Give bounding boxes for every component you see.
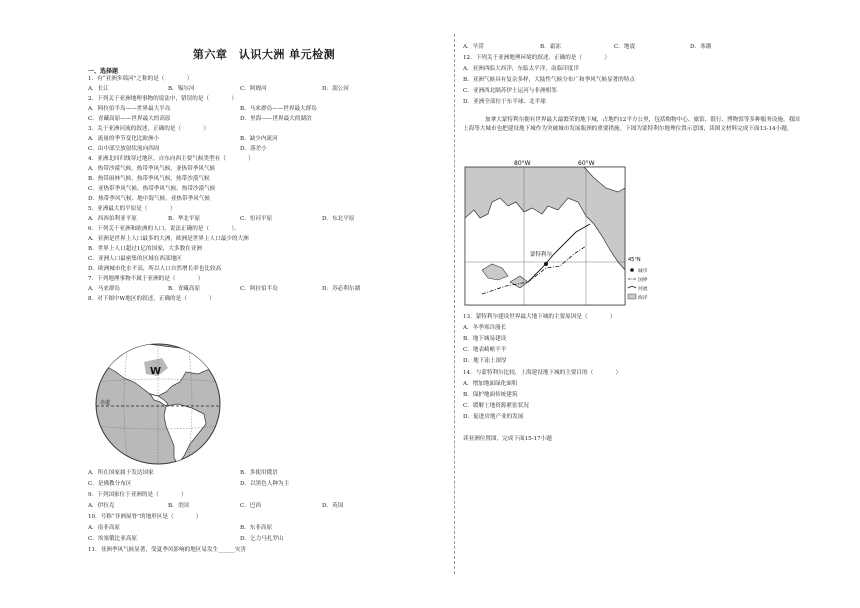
legend-river-symbol xyxy=(628,287,636,289)
q13-option-c: C．地表崎岖不平 xyxy=(463,347,507,353)
q3-option-d: D．落差小 xyxy=(240,146,267,152)
q3-option-c: C．由中部呈放射状流向四周 xyxy=(88,146,160,152)
q13-option-a: A．冬季寒冷漫长 xyxy=(463,325,507,331)
question-14: 14．与蒙特利尔比较，上海建设地下城的主要目的（ ） xyxy=(463,370,622,376)
question-9: 9．下列国家位于亚洲的是（ ） xyxy=(88,492,187,498)
q13-option-d: D．地下冻土深厚 xyxy=(463,358,507,364)
q1-option-b: B．锡尔河 xyxy=(168,86,195,92)
question-15-intro: 读亚洲位置图，完成下面15-17小题 xyxy=(463,436,552,442)
column-divider xyxy=(454,34,455,574)
q9-option-a: A．伊拉克 xyxy=(88,503,115,509)
question-7: 7．下列地理事物不属于亚洲的是（ ） xyxy=(88,276,204,282)
legend-city: 城市 xyxy=(638,269,648,274)
q14-option-d: D．促进房地产业的发展 xyxy=(463,414,524,420)
map-label-montreal: 蒙特利尔 xyxy=(530,252,553,258)
legend-city-symbol xyxy=(630,268,634,272)
legend-ocean: 海洋 xyxy=(638,296,648,301)
q8-option-b: B．多使用俄语 xyxy=(240,470,278,476)
q4-option-d: D．热带季风气候、地中海气候、亚热带季风气候 xyxy=(88,196,210,202)
question-13: 13．蒙特利尔建设世界最大地下城的主要原因是（ ） xyxy=(463,314,616,320)
q7-option-b: B．青藏高原 xyxy=(168,286,201,292)
q6-option-d: D．欧洲城市化水平高，所以人口自然增长率也比较高 xyxy=(88,266,222,272)
q10-option-d: D．乞力马扎罗山 xyxy=(240,536,284,542)
q2-option-b: B．马来群岛——世界最大群岛 xyxy=(240,106,317,112)
q12-option-b: B．亚洲气候具有复杂多样，大陆性气候分布广和季风气候显著的特点 xyxy=(463,77,635,83)
q2-option-c: C．青藏高原——世界最大的高原 xyxy=(88,116,171,122)
q12-option-d: D．亚洲全部位于东半球、北半球 xyxy=(463,99,546,105)
question-8: 8．对下图中W地区的叙述，正确的是（ ） xyxy=(88,296,215,302)
q8-option-c: C．是佛教分布区 xyxy=(88,481,132,487)
question-5: 5．亚洲最大的平原是（ ） xyxy=(88,206,176,212)
q12-option-a: A．亚洲西临大西洋，东临太平洋，南临印度洋 xyxy=(463,66,579,72)
question-2: 2．下列关于亚洲地理事物的说法中，错误的是（ ） xyxy=(88,96,237,102)
q3-option-a: A．流量的季节变化比欧洲小 xyxy=(88,136,160,142)
q9-option-c: C．巴西 xyxy=(240,503,262,509)
q3-option-b: B．缺少内流河 xyxy=(240,136,278,142)
q8-option-d: D．以黑色人种为主 xyxy=(240,481,290,487)
q7-option-c: C．阿拉伯半岛 xyxy=(240,286,278,292)
legend-river: 河流 xyxy=(638,287,648,292)
q2-option-d: D．里海——世界最大的湖泊 xyxy=(240,116,312,122)
globe-figure xyxy=(88,342,228,467)
globe-label-equator: 赤道 xyxy=(100,400,111,406)
legend-ocean-symbol xyxy=(628,294,636,299)
q11-option-d: D．寒潮 xyxy=(690,44,712,50)
q13-option-b: B．地下城易建设 xyxy=(463,336,507,342)
q9-option-b: B．美国 xyxy=(168,503,189,509)
question-1: 1．有“亚洲多瑙河”之称的是（ ） xyxy=(88,76,193,82)
q11-option-b: B．霜冻 xyxy=(540,44,561,50)
q10-option-c: C．埃塞俄比亚高原 xyxy=(88,536,138,542)
map-city-montreal xyxy=(544,262,548,266)
section-heading: 一、选择题 xyxy=(88,68,119,75)
q14-option-a: A．增加地面绿化面积 xyxy=(463,381,518,387)
page-title: 第六章 认识大洲 单元检测 xyxy=(192,48,336,61)
question-10: 10．号称“非洲屋脊”的地形区是（ ） xyxy=(88,514,202,520)
q1-option-c: C．阿姆河 xyxy=(240,86,267,92)
q10-option-a: A．南非高原 xyxy=(88,525,121,531)
q1-option-a: A．长江 xyxy=(88,86,109,92)
q9-option-d: D．英国 xyxy=(322,503,344,509)
question-3: 3．关于亚洲河流的叙述，正确的是（ ） xyxy=(88,126,210,132)
q5-option-b: B．华北平原 xyxy=(168,216,201,222)
reading-passage: 加拿大蒙特利尔拥有世界最大最繁荣的地下城，占地约12平方公里，包括购物中心、旅馆、银行、博物馆等多种服务设施。我国上海等大城市也把建设地下城作为突破城市发展瓶颈的重要措施。下图为蒙特利尔地理位置示意图，读图文材料完成下面13-14小题。 xyxy=(463,117,800,133)
question-4: 4．亚洲北回归线穿过地区，自东向西主要气候类型有（ ） xyxy=(88,156,254,162)
montreal-map xyxy=(462,158,658,308)
map-label-80w: 80°W xyxy=(514,160,531,167)
q8-option-a: A．所在国家属于发达国家 xyxy=(88,470,154,476)
q7-option-d: D．苏必利尔湖 xyxy=(322,286,361,292)
q1-option-d: D．湄公河 xyxy=(322,86,349,92)
q4-option-b: B．热带雨林气候、热带季风气候、热带沙漠气候 xyxy=(88,176,210,182)
q6-option-c: C．亚洲人口最密集的区域在西部地区 xyxy=(88,256,182,262)
q7-option-a: A．马来群岛 xyxy=(88,286,121,292)
q11-option-a: A．旱涝 xyxy=(463,44,484,50)
q6-option-b: B．世界上人口超过1亿的国家，大多数在亚洲 xyxy=(88,246,202,252)
q14-option-b: B．保护地面传统建筑 xyxy=(463,392,518,398)
map-label-45n: 45°N xyxy=(628,257,641,263)
question-6: 6．下列关于亚洲和欧洲的人口，说法正确的是（ ）。 xyxy=(88,226,240,232)
legend-border: 国界 xyxy=(638,278,648,283)
map-label-60w: 60°W xyxy=(578,160,595,167)
question-11: 11．亚洲季风气候显著，受夏季风影响的地区易发生______灾害 xyxy=(88,547,247,553)
q5-option-d: D．东北平原 xyxy=(322,216,355,222)
q5-option-a: A．西西伯利亚平原 xyxy=(88,216,137,222)
q6-option-a: A．亚洲是世界上人口最多的大洲，欧洲是世界上人口最少的大洲 xyxy=(88,236,249,242)
q10-option-b: B．东非高原 xyxy=(240,525,273,531)
q14-option-c: C．缓解土地资源紧张状况 xyxy=(463,403,529,409)
q2-option-a: A．阿拉伯半岛——世界最大半岛 xyxy=(88,106,171,112)
q5-option-c: C．恒河平原 xyxy=(240,216,273,222)
q11-option-c: C．地震 xyxy=(614,44,636,50)
q4-option-a: A．热带沙漠气候、热带季风气候、亚热带季风气候 xyxy=(88,166,216,172)
globe-label-w: W xyxy=(150,366,162,377)
question-12: 12．下列关于亚洲地理环境的叙述，正确的是（ ） xyxy=(463,55,610,61)
q12-option-c: C．亚洲西北隔苏伊士运河与非洲相邻 xyxy=(463,88,557,94)
q4-option-c: C．亚热带季风气候、热带季风气候、热带沙漠气候 xyxy=(88,186,216,192)
